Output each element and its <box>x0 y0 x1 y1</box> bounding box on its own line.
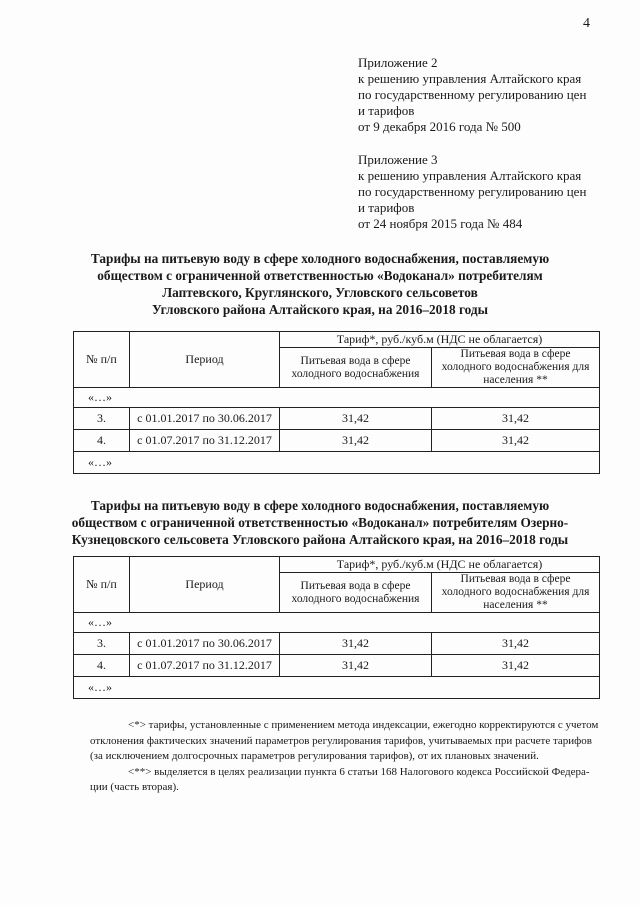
appendix-line: и тарифов <box>358 200 415 215</box>
tariff-table-2 <box>73 556 600 699</box>
appendix-line: к решению управления Алтайского края <box>358 71 582 86</box>
footnotes <box>90 718 600 796</box>
header-tariff: Тариф*, руб./куб.м (НДС не облагается) <box>280 332 600 348</box>
appendix-line: от 9 декабря 2016 года № 500 <box>358 119 521 134</box>
footnote-line: <**> выделяется в целях реализации пункта 6 статьи 168 Налогового кодекса Российской Федера- <box>128 765 590 778</box>
ellipsis-row: «…» <box>74 613 600 633</box>
row-value-1: 31,42 <box>280 408 432 430</box>
footnote-line: <*> тарифы, установленные с применением метода индексации, ежегодно корректируются с учетом <box>128 719 599 731</box>
row-period: с 01.07.2017 по 31.12.2017 <box>130 430 280 452</box>
row-value-1: 31,42 <box>280 655 432 677</box>
appendix-line: к решению управления Алтайского края <box>358 168 582 183</box>
title-line: Угловского района Алтайского края, на 2016–2018 годы <box>151 302 489 317</box>
table-row <box>74 430 600 452</box>
tariff-table-1 <box>73 331 600 474</box>
ellipsis-row: «…» <box>74 677 600 699</box>
footnote-line: ции (часть вторая). <box>90 781 179 793</box>
table-row <box>74 655 600 677</box>
appendix-line: и тарифов <box>358 103 415 118</box>
header-period: Период <box>130 557 280 613</box>
row-period: с 01.07.2017 по 31.12.2017 <box>130 655 280 677</box>
header-tariff: Тариф*, руб./куб.м (НДС не облагается) <box>280 557 600 573</box>
header-num: № п/п <box>74 332 130 388</box>
appendix-line: Приложение 2 <box>358 55 438 70</box>
row-value-2: 31,42 <box>432 408 600 430</box>
appendix-3-block <box>358 152 586 232</box>
title-line: Тарифы на питьевую воду в сфере холодного водоснабжения, поставляемую <box>90 251 550 266</box>
row-num: 3. <box>74 633 130 655</box>
header-period: Период <box>130 332 280 388</box>
header-num: № п/п <box>74 557 130 613</box>
table-row <box>74 633 600 655</box>
page-number: 4 <box>583 16 590 31</box>
row-num: 3. <box>74 408 130 430</box>
row-value-2: 31,42 <box>432 655 600 677</box>
row-value-1: 31,42 <box>280 430 432 452</box>
table-row <box>74 408 600 430</box>
table-1-title <box>60 250 580 318</box>
title-line: обществом с ограниченной ответственностью «Водоканал» потребителям Озерно- <box>71 515 569 530</box>
title-line: Лаптевского, Круглянского, Угловского сельсоветов <box>162 285 478 300</box>
header-col1: Питьевая вода в сфере холодного водоснабжения <box>280 348 432 388</box>
footnote-line: (за исключением долгосрочных параметров регулирования тарифов), от их плановых значений. <box>90 750 539 762</box>
row-period: с 01.01.2017 по 30.06.2017 <box>130 633 280 655</box>
table-2-title <box>60 497 580 548</box>
row-num: 4. <box>74 655 130 677</box>
appendix-line: по государственному регулированию цен <box>358 184 587 199</box>
header-col2: Питьевая вода в сфере холодного водоснабжения для населения ** <box>432 573 600 613</box>
title-line: Кузнецовского сельсовета Угловского района Алтайского края, на 2016–2018 годы <box>71 532 569 547</box>
appendix-line: по государственному регулированию цен <box>358 87 587 102</box>
footnote-line: отклонения фактических значений параметров регулирования тарифов, учитываемых при расчете тарифов <box>90 734 592 747</box>
appendix-line: Приложение 3 <box>358 152 438 167</box>
ellipsis-row: «…» <box>74 388 600 408</box>
appendix-2-block <box>358 55 586 135</box>
title-line: обществом с ограниченной ответственностью «Водоканал» потребителям <box>97 268 543 283</box>
row-num: 4. <box>74 430 130 452</box>
row-value-2: 31,42 <box>432 633 600 655</box>
title-line: Тарифы на питьевую воду в сфере холодного водоснабжения, поставляемую <box>90 498 550 513</box>
header-col2: Питьевая вода в сфере холодного водоснабжения для населения ** <box>432 348 600 388</box>
row-value-2: 31,42 <box>432 430 600 452</box>
ellipsis-row: «…» <box>74 452 600 474</box>
row-period: с 01.01.2017 по 30.06.2017 <box>130 408 280 430</box>
appendix-line: от 24 ноября 2015 года № 484 <box>358 216 523 231</box>
row-value-1: 31,42 <box>280 633 432 655</box>
header-col1: Питьевая вода в сфере холодного водоснабжения <box>280 573 432 613</box>
